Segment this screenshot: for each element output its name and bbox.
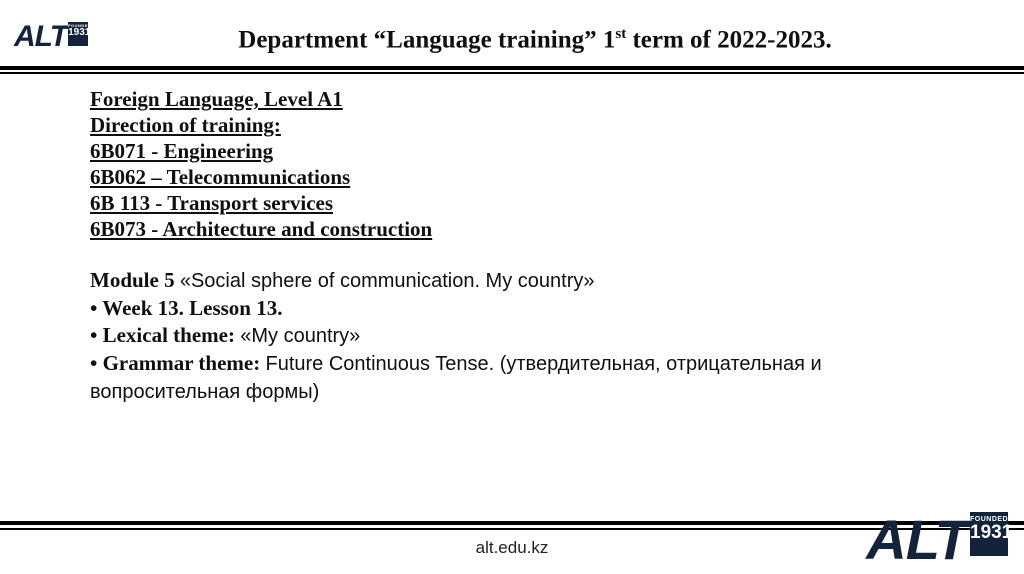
page-title-main: Department “Language training” 1 (238, 26, 616, 54)
slide-body (90, 86, 970, 406)
course-line: 6B071 - Engineering (90, 139, 274, 163)
course-line: Direction of training: (90, 113, 281, 137)
content-spacer (90, 242, 970, 267)
alt-logo-year: 1931 (970, 522, 1013, 543)
course-line: 6B073 - Architecture and construction (90, 217, 433, 241)
lexical-theme-label: • Lexical theme: (90, 323, 241, 347)
page-title-ordinal: st (615, 26, 627, 42)
lexical-theme-value: «My country» (240, 325, 361, 347)
grammar-theme-line (90, 350, 890, 406)
lexical-theme-line (90, 322, 970, 350)
course-line: Foreign Language, Level A1 (90, 87, 343, 111)
week-line (90, 295, 970, 322)
alt-logo-founded-label: FOUNDED (68, 23, 92, 28)
alt-logo-year: 1931 (68, 27, 91, 38)
grammar-theme-value: Future Continuous Tense. (утвердительная, отрицательная и вопросительная формы) (90, 353, 822, 403)
footer-alt-logo (866, 508, 1013, 571)
header-divider-thick (0, 66, 1024, 70)
alt-logo-badge (68, 22, 92, 46)
footer-url: alt.edu.kz (475, 538, 549, 557)
module-title: «Social sphere of communication. My country» (179, 270, 595, 292)
module-label: Module 5 (90, 268, 180, 292)
alt-logo-mark (14, 20, 92, 53)
alt-logo-mark (866, 508, 1013, 571)
course-line: 6B 113 - Transport services (90, 191, 334, 215)
module-line (90, 267, 970, 295)
alt-logo-founded-label: FOUNDED (970, 516, 1009, 523)
header-divider-thin (0, 72, 1024, 74)
page-title (110, 26, 960, 54)
alt-logo-badge (970, 512, 1013, 556)
course-line: 6B062 – Telecommunications (90, 165, 351, 189)
grammar-theme-label: • Grammar theme: (90, 351, 266, 375)
week-label: • Week 13. Lesson 13. (90, 296, 283, 320)
alt-logo-text: ALT (866, 508, 968, 571)
header-alt-logo (14, 22, 94, 52)
alt-logo-text: ALT (14, 20, 68, 53)
slide-header (0, 0, 1024, 68)
page-title-suffix: term of 2022-2023. (626, 26, 832, 54)
